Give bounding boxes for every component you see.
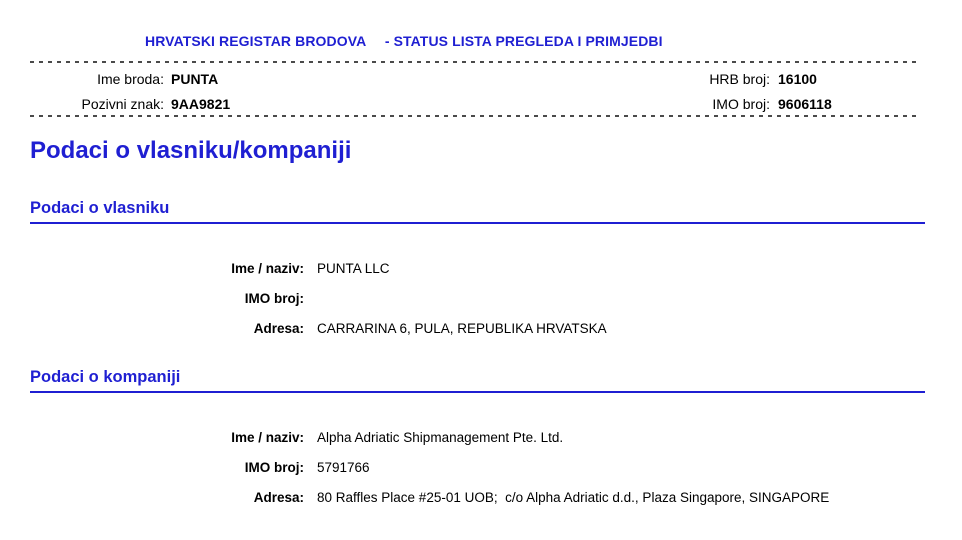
company-imo-value: 5791766 [317, 460, 370, 475]
dashed-divider-top [30, 61, 920, 63]
company-address-label: Adresa: [253, 490, 304, 505]
registry-name: HRVATSKI REGISTAR BRODOVA [145, 33, 366, 49]
company-imo-label: IMO broj: [244, 460, 304, 475]
document-subtitle: - STATUS LISTA PREGLEDA I PRIMJEDBI [384, 33, 663, 49]
document-title [145, 33, 663, 49]
company-name-value: Alpha Adriatic Shipmanagement Pte. Ltd. [317, 430, 564, 445]
hrb-number-label: HRB broj: [709, 71, 770, 87]
owner-section-heading: Podaci o vlasniku [30, 199, 925, 224]
owner-imo-label: IMO broj: [244, 291, 304, 306]
company-section-heading: Podaci o kompaniji [30, 368, 925, 393]
imo-number-label: IMO broj: [712, 96, 770, 112]
ship-name-value: PUNTA [171, 71, 219, 87]
call-sign-value: 9AA9821 [171, 96, 231, 112]
owner-name-label: Ime / naziv: [231, 261, 304, 276]
ship-name-label: Ime broda: [97, 71, 164, 87]
company-name-label: Ime / naziv: [231, 430, 304, 445]
owner-address-label: Adresa: [253, 321, 304, 336]
owner-address-value: CARRARINA 6, PULA, REPUBLIKA HRVATSKA [317, 321, 607, 336]
imo-number-value: 9606118 [778, 96, 832, 112]
owner-name-value: PUNTA LLC [317, 261, 390, 276]
company-address-value: 80 Raffles Place #25-01 UOB; c/o Alpha Adriatic d.d., Plaza Singapore, SINGAPORE [317, 490, 830, 505]
hrb-number-value: 16100 [778, 71, 817, 87]
call-sign-label: Pozivni znak: [81, 96, 164, 112]
page-title: Podaci o vlasniku/kompaniji [30, 137, 352, 164]
dashed-divider-bottom [30, 115, 920, 117]
